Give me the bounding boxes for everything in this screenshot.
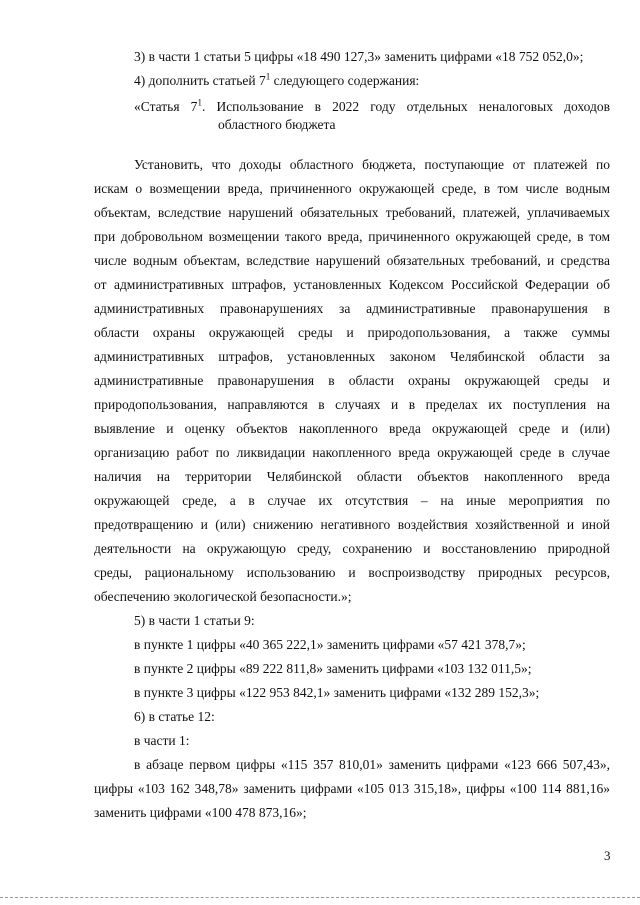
body-paragraph-line: области охраны окружающей среды и природопользования, а также суммы — [94, 325, 610, 340]
body-paragraph-line: административные правонарушения в области охраны окружающей среды и — [94, 373, 610, 388]
amendment-item-6-para-line-3: заменить цифрами «100 478 873,16»; — [94, 805, 307, 820]
amendment-item-4 — [134, 72, 419, 90]
body-paragraph-line: наличия на территории Челябинской области объектов накопленного вреда — [94, 469, 610, 484]
article-heading-sup: 1 — [197, 97, 202, 108]
scan-edge-rule — [0, 897, 640, 898]
body-paragraph-line: административных штрафов, установленных законом Челябинской области за — [94, 349, 610, 364]
article-heading-line-2: областного бюджета — [218, 117, 336, 132]
article-heading-title-1: . Использование в 2022 году отдельных неналоговых доходов — [201, 99, 610, 114]
article-heading-line-1 — [134, 98, 610, 116]
amendment-item-5-point-1: в пункте 1 цифры «40 365 222,1» заменить цифрами «57 421 378,7»; — [134, 637, 526, 652]
body-paragraph-line: природопользования, направляются в случаях и в пределах их поступления на — [94, 397, 610, 412]
amendment-item-6-part-1: в части 1: — [134, 733, 190, 748]
body-paragraph-line: среды, рациональному использованию и воспроизводству природных ресурсов, — [94, 565, 610, 580]
body-paragraph-line: числе водным объектам, вследствие нарушений обязательных требований, и средства — [94, 253, 610, 268]
amendment-item-6: 6) в статье 12: — [134, 709, 215, 724]
amendment-item-3: 3) в части 1 статьи 5 цифры «18 490 127,3» заменить цифрами «18 752 052,0»; — [134, 49, 584, 64]
body-paragraph-line: искам о возмещении вреда, причиненного окружающей среде, в том числе водным — [94, 181, 610, 196]
amendment-item-6-para-line-2: цифры «103 162 348,78» заменить цифрами «105 013 315,18», цифры «100 114 881,16» — [94, 781, 610, 796]
article-heading-prefix: «Статья 7 — [134, 99, 198, 114]
body-paragraph-line: объектам, вследствие нарушений обязательных требований, платежей, уплачиваемых — [94, 205, 610, 220]
body-paragraph-line: от административных штрафов, установленных Кодексом Российской Федерации об — [94, 277, 610, 292]
body-paragraph-line: окружающей среде, а в случае их отсутствия – на иные мероприятия по — [94, 493, 610, 508]
amendment-item-5: 5) в части 1 статьи 9: — [134, 613, 255, 628]
body-paragraph-line: выявление и оценку объектов накопленного вреда окружающей среде и (или) — [94, 421, 610, 436]
body-paragraph-line: деятельности на окружающую среду, сохранению и восстановлению природной — [94, 541, 610, 556]
body-paragraph-line: организацию работ по ликвидации накопленного вреда окружающей среде в случае — [94, 445, 610, 460]
body-paragraph-line: Установить, что доходы областного бюджета, поступающие от платежей по — [134, 157, 610, 172]
body-paragraph-line: административных правонарушениях за административные правонарушения в — [94, 301, 610, 316]
amendment-item-4-sup: 1 — [265, 71, 271, 82]
body-paragraph-last-line: обеспечению экологической безопасности.»; — [94, 589, 352, 604]
amendment-item-4-suffix: следующего содержания: — [270, 73, 420, 88]
body-paragraph-line: предотвращению и (или) снижению негативного воздействия хозяйственной и иной — [94, 517, 610, 532]
amendment-item-6-para-line-1: в абзаце первом цифры «115 357 810,01» заменить цифрами «123 666 507,43», — [134, 757, 610, 772]
amendment-item-5-point-3: в пункте 3 цифры «122 953 842,1» заменить цифрами «132 289 152,3»; — [134, 685, 540, 700]
page-number: 3 — [604, 848, 611, 863]
body-paragraph-line: при добровольном возмещении такого вреда, причиненного окружающей среде, в том — [94, 229, 610, 244]
amendment-item-5-point-2: в пункте 2 цифры «89 222 811,8» заменить цифрами «103 132 011,5»; — [134, 661, 532, 676]
amendment-item-4-prefix: 4) дополнить статьей 7 — [134, 73, 266, 88]
